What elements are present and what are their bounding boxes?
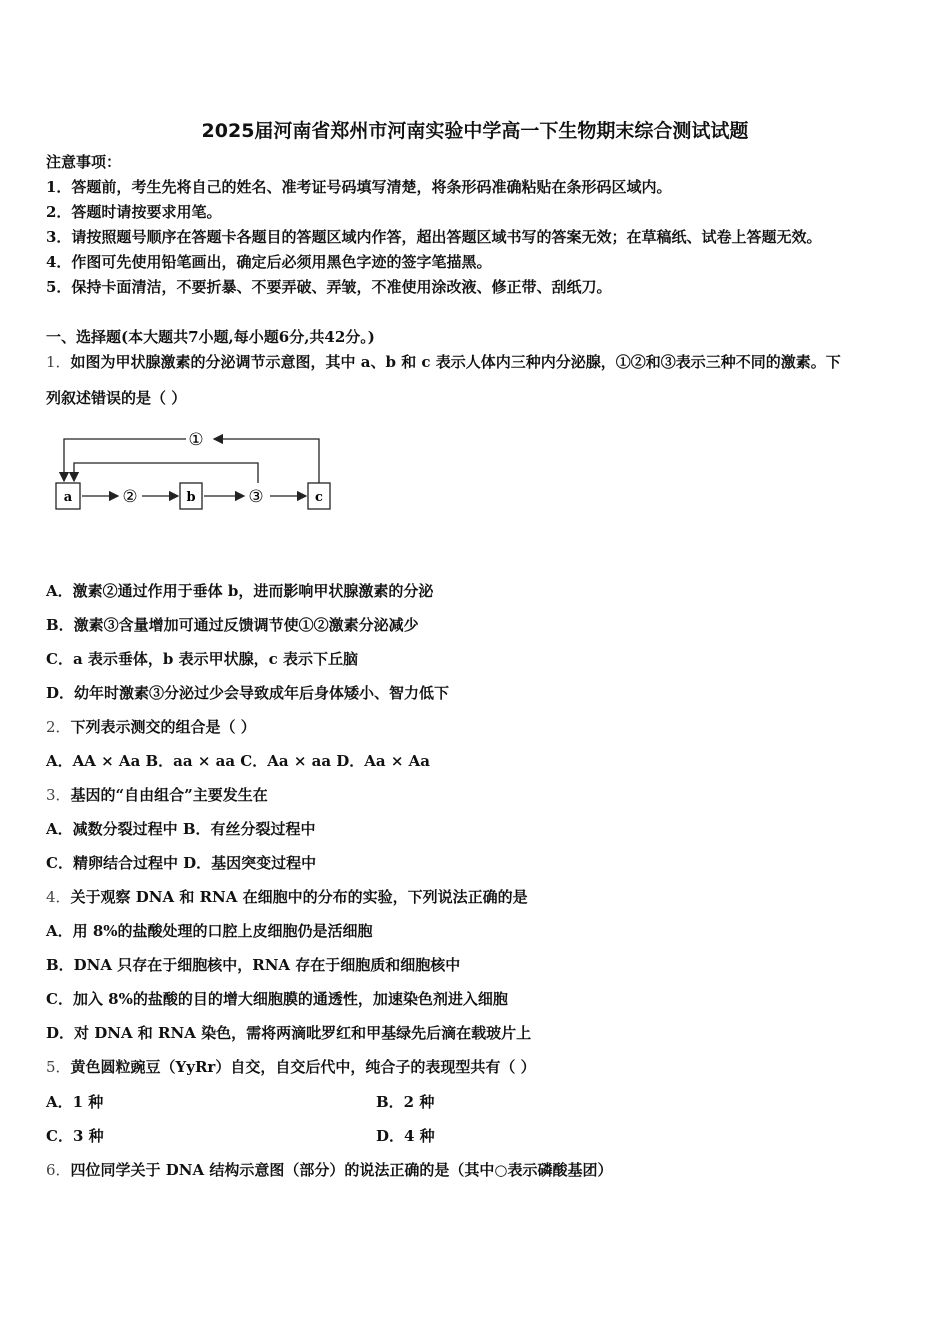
question-number: 3． bbox=[46, 786, 71, 804]
question-number: 4． bbox=[46, 888, 71, 906]
hormone-3-label: ③ bbox=[248, 487, 264, 507]
answer-options: A．AA × Aa B．aa × aa C．Aa × aa D．Aa × Aa bbox=[46, 752, 431, 770]
answer-options: A．减数分裂过程中 B．有丝分裂过程中 bbox=[46, 820, 316, 838]
question-number: 5． bbox=[46, 1058, 71, 1076]
question-6-stem bbox=[46, 1160, 612, 1180]
question-text: 四位同学关于 DNA 结构示意图（部分）的说法正确的是（其中○表示磷酸基团） bbox=[70, 1161, 613, 1179]
question-4-stem bbox=[46, 887, 528, 907]
answer-option: A．1 种 bbox=[46, 1093, 104, 1111]
question-1-stem-cont: 列叙述错误的是（ ） bbox=[46, 389, 187, 407]
notice-item: 2．答题时请按要求用笔。 bbox=[46, 203, 222, 221]
answer-option: C．a 表示垂体，b 表示甲状腺，c 表示下丘脑 bbox=[46, 650, 358, 668]
notice-item: 4．作图可先使用铅笔画出，确定后必须用黑色字迹的签字笔描黑。 bbox=[46, 253, 492, 271]
question-text: 如图为甲状腺激素的分泌调节示意图，其中 a、b 和 c 表示人体内三种内分泌腺，①②和③表示三种不同的激素。下 bbox=[70, 353, 841, 371]
answer-options: C．精卵结合过程中 D．基因突变过程中 bbox=[46, 854, 317, 872]
question-number: 6． bbox=[46, 1161, 71, 1179]
answer-option: D．对 DNA 和 RNA 染色，需将两滴吡罗红和甲基绿先后滴在载玻片上 bbox=[46, 1024, 532, 1042]
question-number: 1． bbox=[46, 353, 71, 371]
gland-c-label: c bbox=[315, 490, 323, 505]
question-number: 2． bbox=[46, 718, 71, 736]
notice-heading: 注意事项： bbox=[46, 153, 122, 171]
gland-b-label: b bbox=[186, 490, 196, 505]
question-5-stem bbox=[46, 1057, 536, 1077]
hormone-2-label: ② bbox=[122, 487, 138, 507]
question-1-stem bbox=[46, 352, 841, 372]
question-text: 关于观察 DNA 和 RNA 在细胞中的分布的实验，下列说法正确的是 bbox=[70, 888, 528, 906]
notice-item: 1．答题前，考生先将自己的姓名、准考证号码填写清楚，将条形码准确粘贴在条形码区域内。 bbox=[46, 178, 672, 196]
notice-item: 3．请按照题号顺序在答题卡各题目的答题区域内作答，超出答题区域书写的答案无效；在草稿纸、试卷上答题无效。 bbox=[46, 228, 822, 246]
hormone-1-label: ① bbox=[188, 430, 204, 450]
answer-option: D．幼年时激素③分泌过少会导致成年后身体矮小、智力低下 bbox=[46, 684, 450, 702]
answer-option: B．2 种 bbox=[376, 1093, 435, 1111]
answer-option: C．加入 8%的盐酸的目的增大细胞膜的通透性，加速染色剂进入细胞 bbox=[46, 990, 508, 1008]
answer-option: A．用 8%的盐酸处理的口腔上皮细胞仍是活细胞 bbox=[46, 922, 373, 940]
section-heading: 一、选择题(本大题共7小题,每小题6分,共42分。) bbox=[46, 328, 375, 346]
answer-option: B．DNA 只存在于细胞核中，RNA 存在于细胞质和细胞核中 bbox=[46, 956, 461, 974]
hormone-regulation-diagram bbox=[52, 426, 342, 518]
page-title: 2025届河南省郑州市河南实验中学高一下生物期末综合测试试题 bbox=[201, 120, 749, 142]
question-text: 下列表示测交的组合是（ ） bbox=[70, 718, 256, 736]
question-text: 基因的“自由组合”主要发生在 bbox=[70, 786, 268, 804]
question-2-stem bbox=[46, 717, 256, 737]
notice-item: 5．保持卡面清洁，不要折暴、不要弄破、弄皱，不准使用涂改液、修正带、刮纸刀。 bbox=[46, 278, 612, 296]
answer-option: B．激素③含量增加可通过反馈调节使①②激素分泌减少 bbox=[46, 616, 419, 634]
question-text: 黄色圆粒豌豆（YyRr）自交，自交后代中，纯合子的表现型共有（ ） bbox=[70, 1058, 536, 1076]
gland-a-label: a bbox=[63, 490, 73, 505]
answer-option: C．3 种 bbox=[46, 1127, 104, 1145]
answer-option: D．4 种 bbox=[376, 1127, 435, 1145]
question-3-stem bbox=[46, 785, 268, 805]
answer-option: A．激素②通过作用于垂体 b，进而影响甲状腺激素的分泌 bbox=[46, 582, 434, 600]
